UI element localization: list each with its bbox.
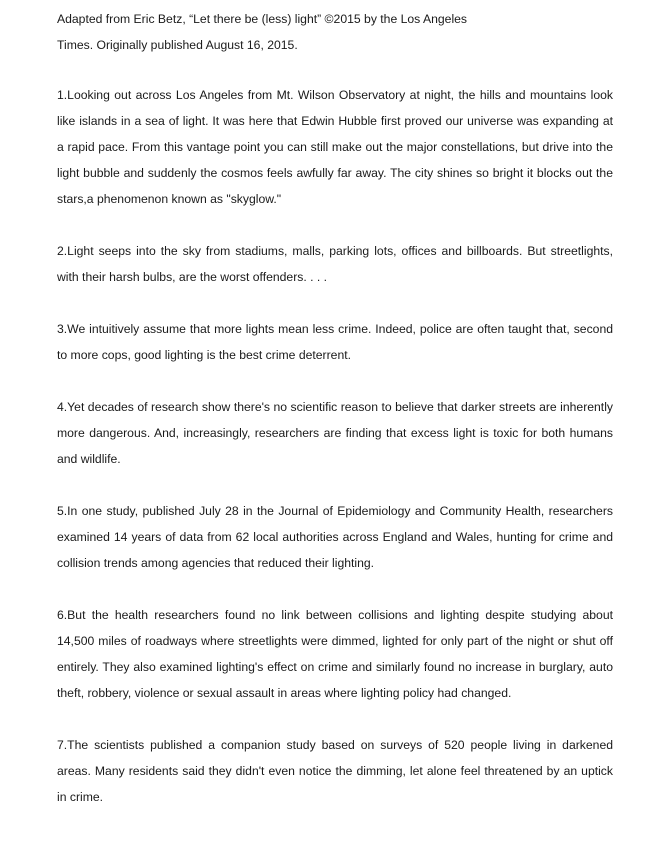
paragraph-2: 2.Light seeps into the sky from stadiums, malls, parking lots, offices and billboards. But streetlights, with their harsh bulbs, are the worst offenders. . . . <box>57 244 613 284</box>
citation-line-2: Times. Originally published August 16, 2015. <box>57 38 298 52</box>
citation-line-1: Adapted from Eric Betz, “Let there be (less) light” ©2015 by the Los Angeles <box>57 12 468 26</box>
source-citation <box>57 6 613 58</box>
paragraph-3: 3.We intuitively assume that more lights mean less crime. Indeed, police are often taught that, second to more cops, good lighting is the best crime deterrent. <box>57 322 613 362</box>
document-page <box>57 6 613 836</box>
paragraph-6: 6.But the health researchers found no link between collisions and lighting despite studying about 14,500 miles of roadways where streetlights were dimmed, lighted for only part of the night or shut off entirely. They also examined lighting's effect on crime and similarly found no increase in burglary, auto theft, robbery, violence or sexual assault in areas where lighting policy had changed. <box>57 608 613 700</box>
paragraph-4: 4.Yet decades of research show there's no scientific reason to believe that darker streets are inherently more dangerous. And, increasingly, researchers are finding that excess light is toxic for both humans and wildlife. <box>57 400 613 466</box>
paragraph-1: 1.Looking out across Los Angeles from Mt. Wilson Observatory at night, the hills and mountains look like islands in a sea of light. It was here that Edwin Hubble first proved our universe was expanding at a rapid pace. From this vantage point you can still make out the major constellations, but drive into the light bubble and suddenly the cosmos feels awfully far away. The city shines so bright it blocks out the stars,a phenomenon known as "skyglow." <box>57 88 613 206</box>
paragraph-5: 5.In one study, published July 28 in the Journal of Epidemiology and Community Health, researchers examined 14 years of data from 62 local authorities across England and Wales, hunting for crime and collision trends among agencies that reduced their lighting. <box>57 504 613 570</box>
paragraph-7: 7.The scientists published a companion study based on surveys of 520 people living in darkened areas. Many residents said they didn't even notice the dimming, let alone feel threatened by an uptick in crime. <box>57 738 613 804</box>
